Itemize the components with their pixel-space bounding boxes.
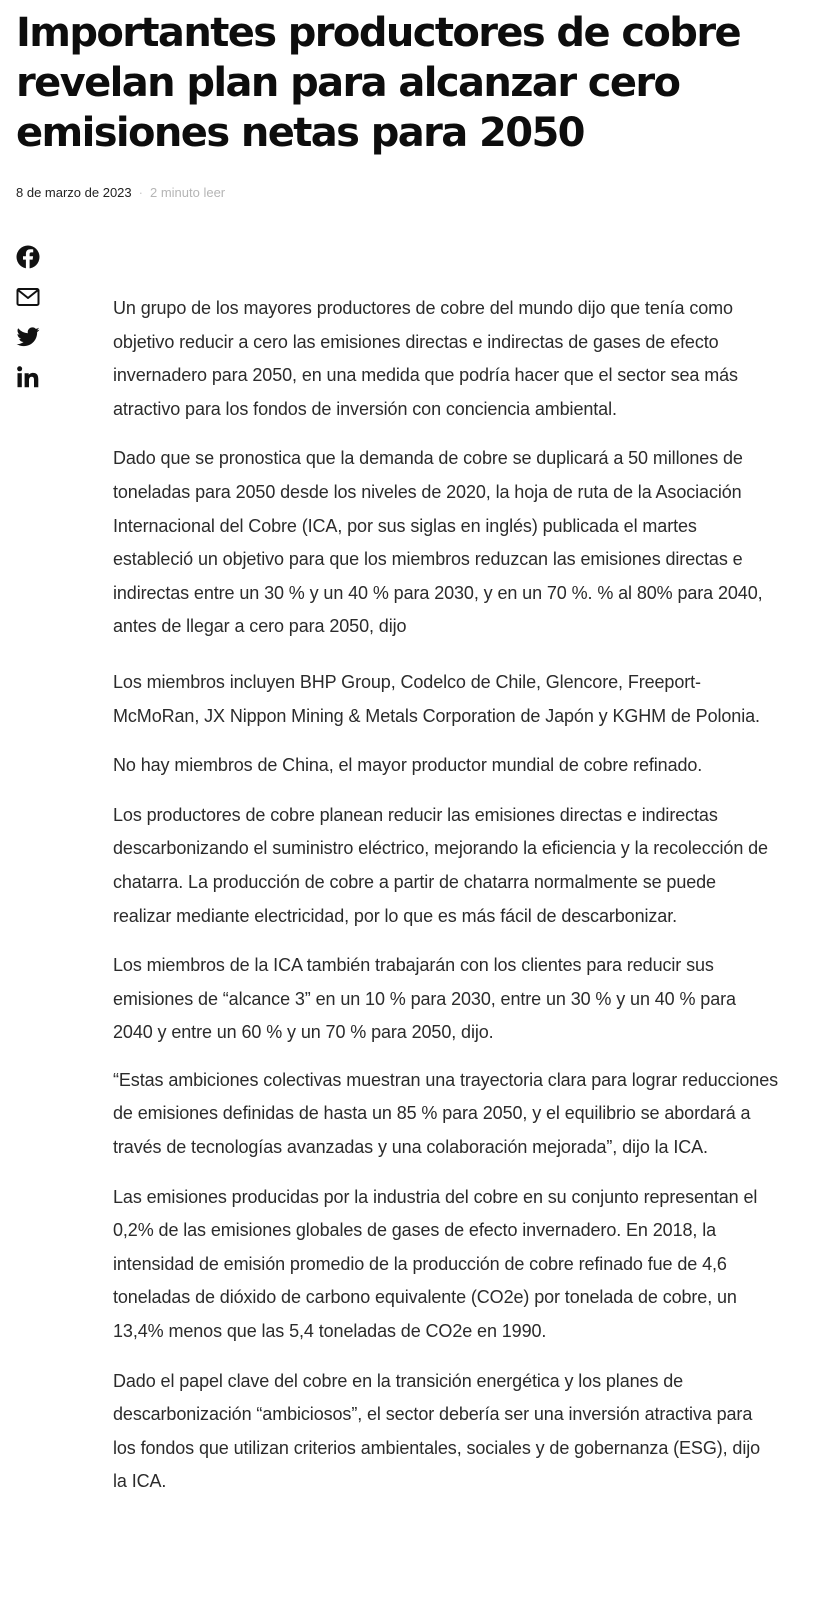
linkedin-icon: [16, 365, 40, 389]
read-time: 2 minuto leer: [149, 185, 226, 200]
meta-separator: ·: [138, 185, 143, 200]
article-paragraph: Un grupo de los mayores productores de cobre del mundo dijo que tenía como objetivo reducir a cero las emisiones directas e indirectas de gases de efecto invernadero para 2050, en una medida que podría hacer que el sector sea más atractivo para los fondos de inversión con conciencia ambiental.: [113, 298, 738, 419]
article-paragraph: No hay miembros de China, el mayor productor mundial de cobre refinado.: [113, 755, 703, 776]
facebook-icon: [16, 245, 40, 269]
share-email-button[interactable]: [16, 285, 40, 309]
article-paragraph: Dado el papel clave del cobre en la transición energética y los planes de descarbonización “ambiciosos”, el sector debería ser una inversión atractiva para los fondos que utilizan criterios ambientales, sociales y de gobernanza (ESG), dijo la ICA.: [113, 1370, 761, 1492]
article-title: Importantes productores de cobre revelan plan para alcanzar cero emisiones netas para 2050: [16, 10, 740, 156]
publish-date: 8 de marzo de 2023: [16, 185, 132, 200]
article-meta: [16, 185, 225, 201]
share-bar: [16, 245, 42, 405]
share-linkedin-button[interactable]: [16, 365, 40, 389]
article-body: [113, 292, 778, 1515]
article-paragraph: Los productores de cobre planean reducir las emisiones directas e indirectas descarbonizando el suministro eléctrico, mejorando la eficiencia y la recolección de chatarra. La producción de cobre a partir de chatarra normalmente se puede realizar mediante electricidad, por lo que es más fácil de descarbonizar.: [113, 804, 768, 926]
share-facebook-button[interactable]: [16, 245, 40, 269]
email-icon: [16, 285, 40, 309]
article-paragraph: “Estas ambiciones colectivas muestran una trayectoria clara para lograr reducciones de emisiones definidas de hasta un 85 % para 2050, y el equilibrio se abordará a través de tecnologías avanzadas y una colaboración mejorada”, dijo la ICA.: [113, 1069, 779, 1158]
twitter-icon: [16, 325, 40, 349]
article-paragraph: Las emisiones producidas por la industria del cobre en su conjunto representan el 0,2% de las emisiones globales de gases de efecto invernadero. En 2018, la intensidad de emisión promedio de la producción de cobre refinado fue de 4,6 toneladas de dióxido de carbono equivalente (CO2e) por tonelada de cobre, un 13,4% menos que las 5,4 toneladas de CO2e en 1990.: [113, 1186, 758, 1342]
share-twitter-button[interactable]: [16, 325, 40, 349]
article-paragraph: Dado que se pronostica que la demanda de cobre se duplicará a 50 millones de toneladas para 2050 desde los niveles de 2020, la hoja de ruta de la Asociación Internacional del Cobre (ICA, por sus siglas en inglés) publicada el martes estableció un objetivo para que los miembros reduzcan las emisiones directas e indirectas entre un 30 % y un 40 % para 2030, y en un 70 %. % al 80% para 2040, antes de llegar a cero para 2050, dijo: [113, 448, 763, 637]
article-paragraph: Los miembros de la ICA también trabajarán con los clientes para reducir sus emisiones de “alcance 3” en un 10 % para 2030, entre un 30 % y un 40 % para 2040 y entre un 60 % y un 70 % para 2050, dijo.: [113, 955, 736, 1043]
article-paragraph: Los miembros incluyen BHP Group, Codelco de Chile, Glencore, Freeport-McMoRan, JX Nippon Mining & Metals Corporation de Japón y KGHM de Polonia.: [113, 671, 760, 726]
